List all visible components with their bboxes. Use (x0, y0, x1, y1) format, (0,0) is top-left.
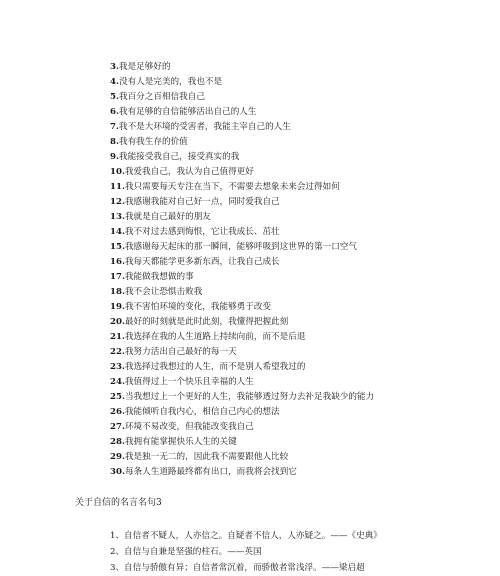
list-item-number: 29. (110, 452, 125, 462)
list-item-text: 我不害怕环境的变化，我能够勇于改变 (124, 302, 272, 312)
list-item-text: 我就是自己最好的朋友 (124, 212, 211, 222)
list-item-number: 26. (110, 407, 125, 417)
list-item-number: 20. (110, 317, 125, 327)
list-item (110, 435, 374, 450)
list-item (110, 285, 374, 300)
list-item-text: 我不会让恐惧击败我 (124, 287, 203, 297)
list-item (110, 345, 374, 360)
list-item-text: 我能倾听自我内心，相信自己内心的想法 (124, 407, 280, 417)
list-item-text: 我不对过去感到悔恨，它让我成长、茁壮 (124, 227, 280, 237)
list-item-number: 23. (110, 362, 125, 372)
list-item-number: 30. (110, 467, 125, 477)
quote-item: 2、自信与自兼是坚强的柱石。——英国 (110, 547, 262, 557)
list-item (110, 180, 374, 195)
list-item (110, 465, 374, 480)
list-item-number: 14. (110, 227, 125, 237)
section-heading: 关于自信的名言名句3 (75, 498, 162, 508)
list-item-number: 21. (110, 332, 125, 342)
list-item-number: 9. (110, 152, 119, 162)
list-item (110, 255, 374, 270)
affirmation-list (110, 60, 374, 480)
list-item-text: 我每天都能学更多新东西，让我自己成长 (124, 257, 280, 267)
list-item-text: 环境不易改变，但我能改变我自己 (124, 422, 254, 432)
list-item-number: 7. (110, 122, 119, 132)
list-item-number: 24. (110, 377, 125, 387)
list-item-text: 我感谢每天起床的那一瞬间，能够呼吸到这世界的第一口空气 (124, 242, 357, 252)
list-item (110, 390, 374, 405)
list-item-number: 28. (110, 437, 125, 447)
list-item (110, 270, 374, 285)
list-item-text: 每条人生道路最终都有出口，而我将会找到它 (124, 467, 297, 477)
list-item (110, 60, 374, 75)
list-item-text: 我百分之百相信我自己 (118, 92, 205, 102)
list-item-text: 没有人是完美的，我也不是 (118, 77, 223, 87)
list-item-text: 我有足够的自信能够活出自己的人生 (118, 107, 257, 117)
quote-list (110, 528, 382, 576)
list-item-text: 我拥有能掌握快乐人生的关键 (124, 437, 237, 447)
list-item-number: 27. (110, 422, 125, 432)
list-item (110, 165, 374, 180)
list-item-number: 13. (110, 212, 125, 222)
list-item (110, 330, 374, 345)
list-item-text: 我选择过我想过的人生，而不是别人希望我过的 (124, 362, 306, 372)
list-item-text: 当我想过上一个更好的人生，我能够透过努力去补足我缺少的能力 (124, 392, 375, 402)
list-item-number: 12. (110, 197, 125, 207)
list-item-number: 3. (110, 62, 119, 72)
quote-item: 3、自信与骄傲有异；自信者常沉着，而骄傲者常浅浮。——梁启超 (110, 563, 365, 573)
list-item-number: 25. (110, 392, 125, 402)
list-item (110, 450, 374, 465)
list-item (110, 375, 374, 390)
list-item-number: 16. (110, 257, 125, 267)
list-item (110, 360, 374, 375)
list-item (110, 405, 374, 420)
list-item (110, 75, 374, 90)
list-item (110, 135, 374, 150)
list-item-number: 17. (110, 272, 125, 282)
quote-item: 1、自信者不疑人，人亦信之。自疑者不信人，人亦疑之。——《史典》 (110, 531, 382, 541)
list-item-number: 11. (110, 182, 125, 192)
list-item-number: 22. (110, 347, 125, 357)
list-item-number: 5. (110, 92, 119, 102)
list-item (110, 90, 374, 105)
list-item-text: 我能做我想做的事 (124, 272, 194, 282)
list-item-text: 我能接受我自己，接受真实的我 (118, 152, 240, 162)
list-item (110, 105, 374, 120)
list-item (110, 195, 374, 210)
list-item (110, 420, 374, 435)
list-item-number: 6. (110, 107, 119, 117)
list-item-number: 18. (110, 287, 125, 297)
list-item (110, 120, 374, 135)
list-item-text: 我不是大环境的受害者，我能主宰自己的人生 (118, 122, 291, 132)
list-item-text: 我有我生存的价值 (118, 137, 188, 147)
list-item-number: 15. (110, 242, 125, 252)
list-item-number: 10. (110, 167, 125, 177)
list-item (110, 300, 374, 315)
list-item (110, 225, 374, 240)
list-item-text: 我只需要每天专注在当下，不需要去想象未来会过得如何 (124, 182, 340, 192)
list-item (110, 315, 374, 330)
list-item (110, 150, 374, 165)
list-item-text: 最好的时刻就是此时此刻，我懂得把握此刻 (124, 317, 289, 327)
list-item-text: 我感谢我能对自己好一点，同时爱我自己 (124, 197, 280, 207)
list-item-text: 我选择在我的人生道路上持续向前，而不是后退 (124, 332, 306, 342)
list-item-text: 我爱我自己，我认为自己值得更好 (124, 167, 254, 177)
list-item-number: 8. (110, 137, 119, 147)
list-item-text: 我努力活出自己最好的每一天 (124, 347, 237, 357)
list-item-text: 我是足够好的 (118, 62, 171, 72)
list-item (110, 240, 374, 255)
list-item-number: 19. (110, 302, 125, 312)
list-item-number: 4. (110, 77, 119, 87)
list-item-text: 我值得过上一个快乐且幸福的人生 (124, 377, 254, 387)
list-item-text: 我是独一无二的，因此我不需要跟他人比较 (124, 452, 289, 462)
list-item (110, 210, 374, 225)
